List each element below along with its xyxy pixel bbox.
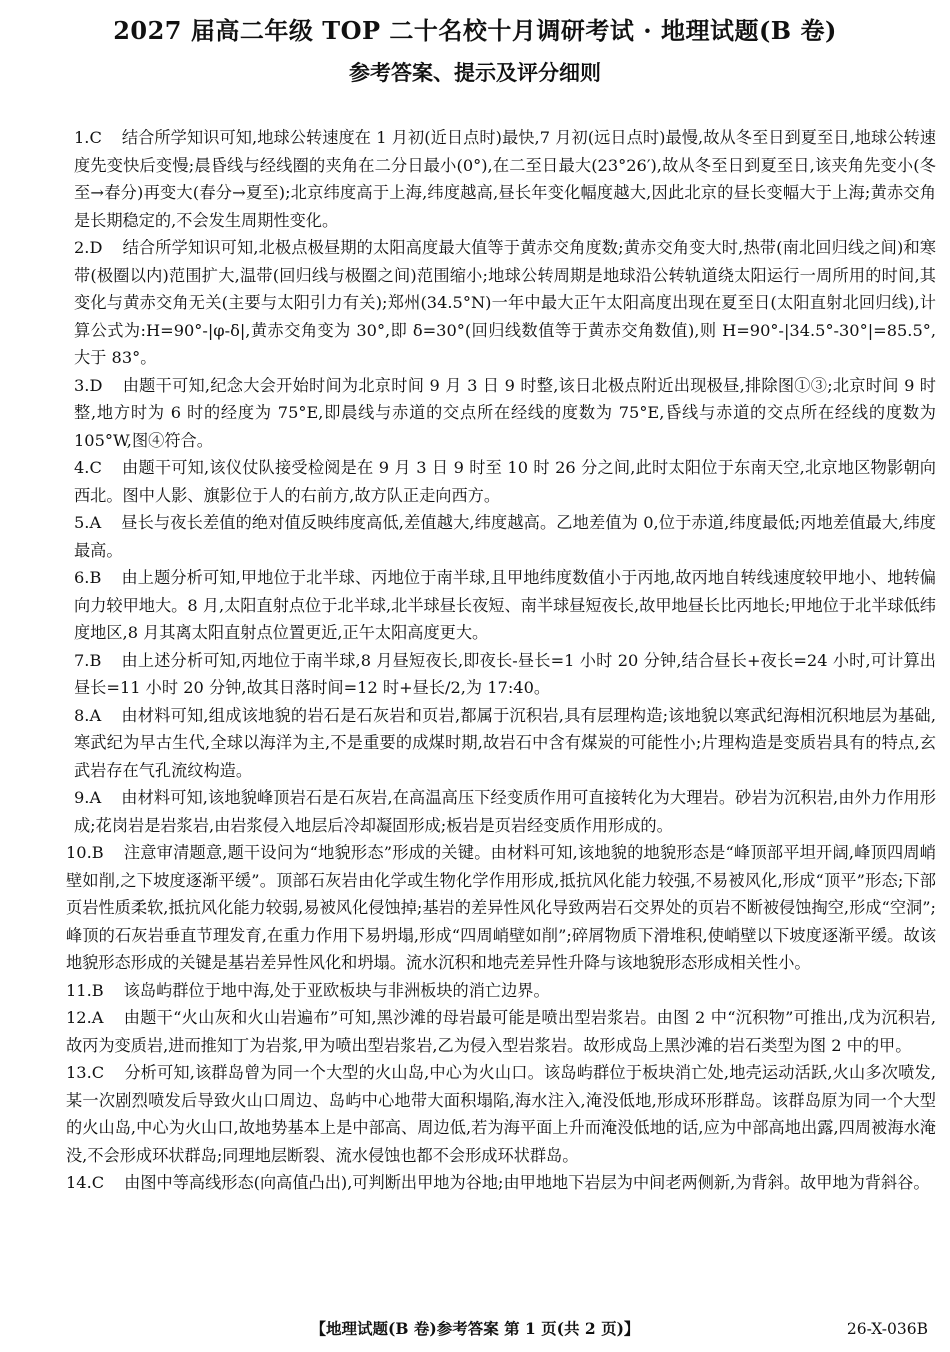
answer-explanation: 由题干“火山灰和火山岩遍布”可知,黑沙滩的母岩最可能是喷出型岩浆岩。由图 2 中“沉积物”可推出,戊为沉积岩,故丙为变质岩,进而推知丁为岩浆,甲为喷出型岩浆岩,乙为侵入型岩浆岩。故形成岛上黑沙滩的岩石类型为图 2 中的甲。	[66, 1008, 936, 1055]
answer-item-2	[74, 234, 936, 372]
answer-explanation: 由题干可知,该仪仗队接受检阅是在 9 月 3 日 9 时至 10 时 26 分之间,此时太阳位于东南天空,北京地区物影朝向西北。图中人影、旗影位于人的右前方,故方队正走向西方。	[74, 458, 936, 505]
answer-number: 9.	[74, 788, 90, 807]
answer-number: 2.	[74, 238, 90, 257]
answer-item-10	[66, 839, 936, 977]
answer-item-8	[74, 702, 936, 785]
answer-key: A	[91, 1008, 104, 1027]
page-footer	[0, 1316, 950, 1342]
page-subtitle: 参考答案、提示及评分细则	[349, 60, 601, 85]
answer-number: 5.	[74, 513, 90, 532]
answer-number: 3.	[74, 375, 90, 395]
answer-key: B	[91, 843, 104, 862]
answer-explanation: 昼长与夜长差值的绝对值反映纬度高低,差值越大,纬度越高。乙地差值为 0,位于赤道,纬度最低;丙地差值最大,纬度最高。	[74, 513, 936, 560]
answer-key: D	[89, 375, 103, 395]
answer-explanation: 分析可知,该群岛曾为同一个大型的火山岛,中心为火山口。该岛屿群位于板块消亡处,地壳运动活跃,火山多次喷发,某一次剧烈喷发后导致火山口周边、岛屿中心地带大面积塌陷,海水注入,淹没低地,形成环形群岛。该群岛原为同一个大型的火山岛,中心为火山口,故地势基本上是中部高、周边低,若为海平面上升而淹没低地的话,应为中部高地出露,四周被海水淹没,不会形成环状群岛;同理地层断裂、流水侵蚀也都不会形成环状群岛。	[66, 1063, 936, 1165]
answer-number: 13.	[66, 1063, 92, 1082]
answer-item-1	[74, 124, 936, 234]
answer-key: C	[89, 128, 102, 147]
answer-explanation: 注意审清题意,题干设问为“地貌形态”形成的关键。由材料可知,该地貌的地貌形态是“峰顶部平坦开阔,峰顶四周峭壁如削,之下坡度逐渐平缓”。顶部石灰岩由化学或生物化学作用形成,抵抗风化能力较强,不易被风化,形成“顶平”形态;下部页岩性质柔软,抵抗风化能力较弱,易被风化侵蚀掉;基岩的差异性风化导致两岩石交界处的页岩不断被侵蚀掏空,形成“空洞”;峰顶的石灰岩垂直节理发育,在重力作用下易坍塌,形成“四周峭壁如削”;碎屑物质下滑堆积,使峭壁以下坡度逐渐平缓。故该地貌形态形成的关键是基岩差异性风化和坍塌。流水沉积和地壳差异性升降与该地貌形态形成相关性小。	[66, 843, 937, 972]
answer-item-4	[74, 454, 936, 509]
answer-key: A	[89, 788, 102, 807]
answer-key: A	[89, 513, 102, 532]
answer-number: 12.	[66, 1008, 92, 1027]
answer-key: D	[89, 238, 103, 257]
answer-explanation: 由上题分析可知,甲地位于北半球、丙地位于南半球,且甲地纬度数值小于丙地,故丙地自转线速度较甲地小、地转偏向力较甲地大。8 月,太阳直射点位于北半球,北半球昼长夜短、南半球昼短夜长,故甲地昼长比丙地长;甲地位于北半球低纬度地区,8 月其离太阳直射点位置更近,正午太阳高度更大。	[74, 568, 936, 642]
footer-exam-code: 26-X-036B	[846, 1320, 928, 1338]
footer-page-info: 【地理试题(B 卷)参考答案 第 1 页(共 2 页)】	[310, 1319, 640, 1338]
answer-item-5	[74, 509, 936, 564]
answer-key: A	[89, 705, 102, 725]
answer-explanation: 该岛屿群位于地中海,处于亚欧板块与非洲板块的消亡边界。	[123, 980, 550, 1000]
answer-list	[66, 124, 937, 1197]
answer-item-12	[66, 1004, 936, 1059]
answer-number: 14.	[66, 1173, 92, 1192]
answer-item-9	[74, 784, 936, 839]
answer-key: B	[89, 568, 102, 587]
answer-key: C	[89, 458, 102, 477]
answer-key: B	[89, 650, 102, 670]
answer-explanation: 由材料可知,组成该地貌的岩石是石灰岩和页岩,都属于沉积岩,具有层理构造;该地貌以寒武纪海相沉积地层为基础,寒武纪为早古生代,全球以海洋为主,不是重要的成煤时期,故岩石中含有煤炭的可能性小;片理构造是变质岩具有的特点,玄武岩存在气孔流纹构造。	[74, 705, 936, 780]
answer-number: 8.	[74, 705, 90, 725]
answer-explanation: 由题干可知,纪念大会开始时间为北京时间 9 月 3 日 9 时整,该日北极点附近出现极昼,排除图①③;北京时间 9 时整,地方时为 6 时的经度为 75°E,即晨线与赤道的交点所在经线的度数为 75°E,昏线与赤道的交点所在经线的度数为 105°W,图④符合。	[74, 375, 936, 450]
answer-explanation: 由上述分析可知,丙地位于南半球,8 月昼短夜长,即夜长-昼长=1 小时 20 分钟,结合昼长+夜长=24 小时,可计算出昼长=11 小时 20 分钟,故其日落时间=12 时+昼长/2,为 17:40。	[74, 650, 936, 697]
answer-explanation: 由图中等高线形态(向高值凸出),可判断出甲地为谷地;由甲地地下岩层为中间老两侧新,为背斜。故甲地为背斜谷。	[124, 1173, 930, 1192]
answer-item-3	[74, 372, 936, 455]
answer-number: 4.	[74, 458, 90, 477]
answer-item-14	[66, 1169, 936, 1197]
answer-item-11	[66, 977, 936, 1005]
answer-number: 11.	[66, 980, 92, 1000]
answer-number: 1.	[74, 128, 90, 147]
answer-item-7	[74, 647, 936, 702]
answer-item-6	[74, 564, 936, 647]
answer-explanation: 结合所学知识可知,北极点极昼期的太阳高度最大值等于黄赤交角度数;黄赤交角变大时,热带(南北回归线之间)和寒带(极圈以内)范围扩大,温带(回归线与极圈之间)范围缩小;地球公转周期是地球沿公转轨道绕太阳运行一周所用的时间,其变化与黄赤交角无关(主要与太阳引力有关);郑州(34.5°N)一年中最大正午太阳高度出现在夏至日(太阳直射北回归线),计算公式为:H=90°-|φ-δ|,黄赤交角变为 30°,即 δ=30°(回归线数值等于黄赤交角数值),则 H=90°-|34.5°-30°|=85.5°,大于 83°。	[74, 238, 936, 367]
answer-number: 6.	[74, 568, 90, 587]
answer-explanation: 结合所学知识可知,地球公转速度在 1 月初(近日点时)最快,7 月初(远日点时)最慢,故从冬至日到夏至日,地球公转速度先变快后变慢;晨昏线与经线圈的夹角在二分日最小(0°),在二至日最大(23°26′),故从冬至日到夏至日,该夹角先变小(冬至→春分)再变大(春分→夏至);北京纬度高于上海,纬度越高,昼长年变化幅度越大,因此北京的昼长变幅大于上海;黄赤交角是长期稳定的,不会发生周期性变化。	[74, 128, 936, 230]
answer-key: C	[91, 1173, 105, 1192]
answer-key: C	[91, 1063, 105, 1082]
answer-key: B	[91, 980, 104, 1000]
answer-number: 10.	[66, 843, 92, 862]
answer-explanation: 由材料可知,该地貌峰顶岩石是石灰岩,在高温高压下经变质作用可直接转化为大理岩。砂岩为沉积岩,由外力作用形成;花岗岩是岩浆岩,由岩浆侵入地层后冷却凝固形成;板岩是页岩经变质作用形成的。	[74, 788, 936, 835]
answer-item-13	[66, 1059, 936, 1169]
answer-number: 7.	[74, 650, 90, 670]
page-title: 2027 届高二年级 TOP 二十名校十月调研考试 · 地理试题(B 卷)	[113, 16, 837, 45]
